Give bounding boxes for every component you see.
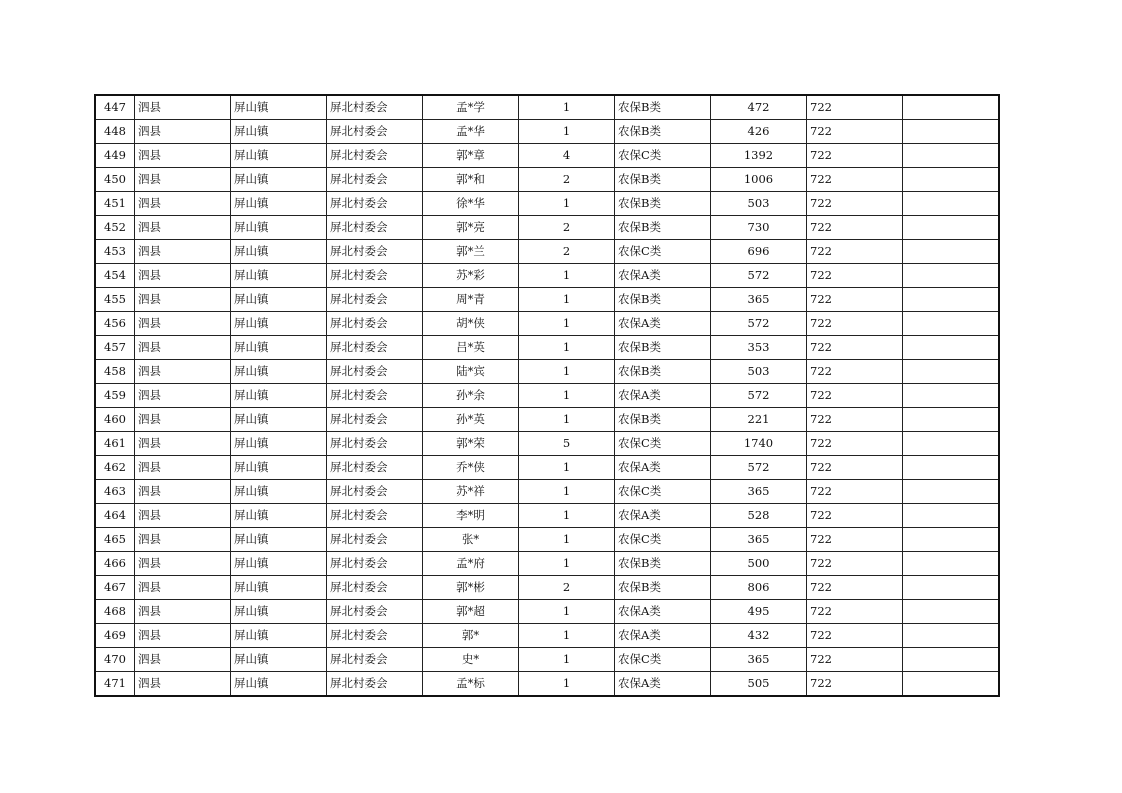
- cell-amount: 495: [711, 600, 807, 624]
- cell-amount: 365: [711, 288, 807, 312]
- cell-standard: 722: [807, 600, 903, 624]
- cell-name: 孟*华: [423, 120, 519, 144]
- cell-standard: 722: [807, 408, 903, 432]
- cell-amount: 806: [711, 576, 807, 600]
- cell-town: 屏山镇: [231, 216, 327, 240]
- cell-row-number: 462: [95, 456, 135, 480]
- cell-household-size: 1: [519, 672, 615, 697]
- cell-county: 泗县: [135, 168, 231, 192]
- cell-standard: 722: [807, 384, 903, 408]
- cell-standard: 722: [807, 240, 903, 264]
- cell-remark: [903, 360, 1000, 384]
- cell-name: 孟*府: [423, 552, 519, 576]
- cell-county: 泗县: [135, 95, 231, 120]
- cell-household-size: 2: [519, 216, 615, 240]
- cell-village-committee: 屏北村委会: [327, 336, 423, 360]
- cell-row-number: 461: [95, 432, 135, 456]
- cell-name: 郭*荣: [423, 432, 519, 456]
- cell-county: 泗县: [135, 432, 231, 456]
- cell-town: 屏山镇: [231, 672, 327, 697]
- cell-category: 农保A类: [615, 264, 711, 288]
- cell-household-size: 1: [519, 336, 615, 360]
- cell-household-size: 1: [519, 120, 615, 144]
- cell-category: 农保B类: [615, 120, 711, 144]
- cell-village-committee: 屏北村委会: [327, 144, 423, 168]
- cell-category: 农保A类: [615, 600, 711, 624]
- cell-amount: 426: [711, 120, 807, 144]
- table-row: [95, 480, 999, 504]
- cell-town: 屏山镇: [231, 408, 327, 432]
- cell-remark: [903, 456, 1000, 480]
- cell-village-committee: 屏北村委会: [327, 480, 423, 504]
- cell-county: 泗县: [135, 408, 231, 432]
- cell-amount: 572: [711, 384, 807, 408]
- cell-amount: 503: [711, 192, 807, 216]
- table-row: [95, 504, 999, 528]
- cell-standard: 722: [807, 480, 903, 504]
- cell-county: 泗县: [135, 216, 231, 240]
- cell-town: 屏山镇: [231, 168, 327, 192]
- cell-village-committee: 屏北村委会: [327, 120, 423, 144]
- table-row: [95, 624, 999, 648]
- cell-category: 农保B类: [615, 336, 711, 360]
- table-row: [95, 312, 999, 336]
- cell-row-number: 455: [95, 288, 135, 312]
- cell-standard: 722: [807, 120, 903, 144]
- cell-standard: 722: [807, 288, 903, 312]
- cell-category: 农保B类: [615, 168, 711, 192]
- cell-town: 屏山镇: [231, 312, 327, 336]
- cell-town: 屏山镇: [231, 240, 327, 264]
- cell-name: 郭*亮: [423, 216, 519, 240]
- cell-row-number: 466: [95, 552, 135, 576]
- cell-category: 农保C类: [615, 648, 711, 672]
- cell-household-size: 1: [519, 408, 615, 432]
- cell-household-size: 2: [519, 576, 615, 600]
- cell-standard: 722: [807, 312, 903, 336]
- cell-category: 农保A类: [615, 504, 711, 528]
- cell-county: 泗县: [135, 552, 231, 576]
- cell-village-committee: 屏北村委会: [327, 600, 423, 624]
- cell-county: 泗县: [135, 672, 231, 697]
- cell-category: 农保A类: [615, 456, 711, 480]
- cell-remark: [903, 672, 1000, 697]
- cell-household-size: 1: [519, 552, 615, 576]
- cell-category: 农保C类: [615, 528, 711, 552]
- cell-household-size: 1: [519, 456, 615, 480]
- cell-town: 屏山镇: [231, 264, 327, 288]
- cell-row-number: 460: [95, 408, 135, 432]
- cell-amount: 572: [711, 456, 807, 480]
- cell-standard: 722: [807, 264, 903, 288]
- cell-row-number: 458: [95, 360, 135, 384]
- cell-row-number: 467: [95, 576, 135, 600]
- cell-standard: 722: [807, 504, 903, 528]
- cell-standard: 722: [807, 528, 903, 552]
- cell-amount: 505: [711, 672, 807, 697]
- table-row: [95, 336, 999, 360]
- cell-name: 郭*和: [423, 168, 519, 192]
- cell-name: 周*青: [423, 288, 519, 312]
- cell-row-number: 452: [95, 216, 135, 240]
- cell-county: 泗县: [135, 456, 231, 480]
- cell-name: 苏*彩: [423, 264, 519, 288]
- cell-amount: 730: [711, 216, 807, 240]
- cell-standard: 722: [807, 552, 903, 576]
- cell-name: 郭*: [423, 624, 519, 648]
- cell-name: 孙*余: [423, 384, 519, 408]
- cell-county: 泗县: [135, 504, 231, 528]
- cell-village-committee: 屏北村委会: [327, 240, 423, 264]
- cell-row-number: 448: [95, 120, 135, 144]
- cell-remark: [903, 504, 1000, 528]
- cell-remark: [903, 600, 1000, 624]
- cell-amount: 1392: [711, 144, 807, 168]
- cell-category: 农保B类: [615, 95, 711, 120]
- cell-row-number: 464: [95, 504, 135, 528]
- cell-remark: [903, 624, 1000, 648]
- cell-village-committee: 屏北村委会: [327, 456, 423, 480]
- cell-village-committee: 屏北村委会: [327, 672, 423, 697]
- table-row: [95, 456, 999, 480]
- cell-standard: 722: [807, 168, 903, 192]
- cell-town: 屏山镇: [231, 576, 327, 600]
- cell-remark: [903, 144, 1000, 168]
- cell-name: 陆*宾: [423, 360, 519, 384]
- cell-household-size: 2: [519, 168, 615, 192]
- cell-town: 屏山镇: [231, 120, 327, 144]
- cell-town: 屏山镇: [231, 95, 327, 120]
- cell-county: 泗县: [135, 600, 231, 624]
- cell-row-number: 451: [95, 192, 135, 216]
- cell-amount: 472: [711, 95, 807, 120]
- table-row: [95, 120, 999, 144]
- cell-household-size: 1: [519, 624, 615, 648]
- table-row: [95, 576, 999, 600]
- cell-county: 泗县: [135, 288, 231, 312]
- cell-remark: [903, 95, 1000, 120]
- cell-row-number: 450: [95, 168, 135, 192]
- cell-amount: 365: [711, 528, 807, 552]
- cell-village-committee: 屏北村委会: [327, 504, 423, 528]
- cell-name: 徐*华: [423, 192, 519, 216]
- cell-town: 屏山镇: [231, 648, 327, 672]
- cell-village-committee: 屏北村委会: [327, 288, 423, 312]
- cell-village-committee: 屏北村委会: [327, 216, 423, 240]
- records-table: [94, 94, 1000, 697]
- cell-row-number: 471: [95, 672, 135, 697]
- table-row: [95, 144, 999, 168]
- table-row: [95, 360, 999, 384]
- cell-name: 苏*祥: [423, 480, 519, 504]
- cell-row-number: 465: [95, 528, 135, 552]
- cell-remark: [903, 384, 1000, 408]
- cell-remark: [903, 216, 1000, 240]
- cell-household-size: 1: [519, 288, 615, 312]
- table-row: [95, 168, 999, 192]
- cell-amount: 696: [711, 240, 807, 264]
- cell-household-size: 1: [519, 528, 615, 552]
- cell-standard: 722: [807, 360, 903, 384]
- cell-town: 屏山镇: [231, 552, 327, 576]
- cell-remark: [903, 168, 1000, 192]
- cell-household-size: 4: [519, 144, 615, 168]
- cell-row-number: 469: [95, 624, 135, 648]
- cell-name: 吕*英: [423, 336, 519, 360]
- cell-amount: 572: [711, 312, 807, 336]
- cell-amount: 500: [711, 552, 807, 576]
- cell-amount: 572: [711, 264, 807, 288]
- cell-standard: 722: [807, 432, 903, 456]
- cell-standard: 722: [807, 144, 903, 168]
- cell-remark: [903, 408, 1000, 432]
- cell-remark: [903, 528, 1000, 552]
- cell-category: 农保A类: [615, 672, 711, 697]
- cell-remark: [903, 432, 1000, 456]
- cell-standard: 722: [807, 216, 903, 240]
- cell-remark: [903, 648, 1000, 672]
- cell-county: 泗县: [135, 480, 231, 504]
- cell-town: 屏山镇: [231, 432, 327, 456]
- cell-row-number: 447: [95, 95, 135, 120]
- cell-county: 泗县: [135, 240, 231, 264]
- cell-town: 屏山镇: [231, 360, 327, 384]
- cell-county: 泗县: [135, 144, 231, 168]
- cell-county: 泗县: [135, 312, 231, 336]
- cell-standard: 722: [807, 576, 903, 600]
- cell-town: 屏山镇: [231, 192, 327, 216]
- cell-row-number: 449: [95, 144, 135, 168]
- cell-remark: [903, 576, 1000, 600]
- cell-household-size: 1: [519, 264, 615, 288]
- cell-town: 屏山镇: [231, 336, 327, 360]
- cell-category: 农保C类: [615, 240, 711, 264]
- cell-amount: 432: [711, 624, 807, 648]
- table-row: [95, 384, 999, 408]
- cell-name: 乔*侠: [423, 456, 519, 480]
- cell-village-committee: 屏北村委会: [327, 95, 423, 120]
- table-row: [95, 192, 999, 216]
- cell-category: 农保A类: [615, 384, 711, 408]
- cell-category: 农保B类: [615, 408, 711, 432]
- cell-name: 孟*学: [423, 95, 519, 120]
- cell-category: 农保B类: [615, 192, 711, 216]
- cell-standard: 722: [807, 336, 903, 360]
- cell-category: 农保A类: [615, 624, 711, 648]
- cell-name: 李*明: [423, 504, 519, 528]
- cell-household-size: 1: [519, 312, 615, 336]
- cell-village-committee: 屏北村委会: [327, 312, 423, 336]
- cell-town: 屏山镇: [231, 600, 327, 624]
- cell-remark: [903, 288, 1000, 312]
- cell-county: 泗县: [135, 264, 231, 288]
- cell-village-committee: 屏北村委会: [327, 576, 423, 600]
- cell-amount: 365: [711, 480, 807, 504]
- cell-county: 泗县: [135, 624, 231, 648]
- cell-name: 史*: [423, 648, 519, 672]
- cell-category: 农保C类: [615, 480, 711, 504]
- cell-remark: [903, 264, 1000, 288]
- cell-row-number: 456: [95, 312, 135, 336]
- cell-name: 孙*英: [423, 408, 519, 432]
- cell-town: 屏山镇: [231, 144, 327, 168]
- cell-household-size: 1: [519, 95, 615, 120]
- cell-county: 泗县: [135, 648, 231, 672]
- cell-household-size: 1: [519, 384, 615, 408]
- cell-village-committee: 屏北村委会: [327, 552, 423, 576]
- cell-household-size: 2: [519, 240, 615, 264]
- cell-standard: 722: [807, 456, 903, 480]
- table-row: [95, 264, 999, 288]
- cell-household-size: 1: [519, 600, 615, 624]
- records-table-body: [95, 95, 999, 696]
- cell-category: 农保B类: [615, 216, 711, 240]
- table-row: [95, 288, 999, 312]
- cell-household-size: 5: [519, 432, 615, 456]
- cell-town: 屏山镇: [231, 288, 327, 312]
- cell-village-committee: 屏北村委会: [327, 432, 423, 456]
- cell-standard: 722: [807, 672, 903, 697]
- cell-amount: 503: [711, 360, 807, 384]
- table-row: [95, 552, 999, 576]
- cell-row-number: 468: [95, 600, 135, 624]
- cell-row-number: 457: [95, 336, 135, 360]
- table-row: [95, 240, 999, 264]
- cell-category: 农保C类: [615, 144, 711, 168]
- cell-row-number: 470: [95, 648, 135, 672]
- table-row: [95, 432, 999, 456]
- cell-remark: [903, 552, 1000, 576]
- cell-town: 屏山镇: [231, 504, 327, 528]
- table-row: [95, 648, 999, 672]
- cell-row-number: 459: [95, 384, 135, 408]
- table-row: [95, 528, 999, 552]
- cell-town: 屏山镇: [231, 480, 327, 504]
- cell-amount: 221: [711, 408, 807, 432]
- cell-standard: 722: [807, 648, 903, 672]
- cell-standard: 722: [807, 624, 903, 648]
- cell-category: 农保C类: [615, 432, 711, 456]
- cell-amount: 353: [711, 336, 807, 360]
- cell-name: 胡*侠: [423, 312, 519, 336]
- cell-remark: [903, 480, 1000, 504]
- cell-remark: [903, 336, 1000, 360]
- cell-household-size: 1: [519, 480, 615, 504]
- cell-row-number: 463: [95, 480, 135, 504]
- cell-remark: [903, 192, 1000, 216]
- cell-amount: 1006: [711, 168, 807, 192]
- cell-name: 郭*章: [423, 144, 519, 168]
- cell-remark: [903, 240, 1000, 264]
- cell-village-committee: 屏北村委会: [327, 192, 423, 216]
- cell-village-committee: 屏北村委会: [327, 384, 423, 408]
- cell-name: 孟*标: [423, 672, 519, 697]
- cell-household-size: 1: [519, 192, 615, 216]
- cell-remark: [903, 312, 1000, 336]
- cell-name: 郭*兰: [423, 240, 519, 264]
- cell-village-committee: 屏北村委会: [327, 528, 423, 552]
- cell-standard: 722: [807, 95, 903, 120]
- cell-household-size: 1: [519, 360, 615, 384]
- cell-remark: [903, 120, 1000, 144]
- cell-county: 泗县: [135, 528, 231, 552]
- cell-village-committee: 屏北村委会: [327, 648, 423, 672]
- cell-county: 泗县: [135, 384, 231, 408]
- cell-category: 农保B类: [615, 360, 711, 384]
- cell-name: 郭*彬: [423, 576, 519, 600]
- cell-row-number: 454: [95, 264, 135, 288]
- table-row: [95, 216, 999, 240]
- cell-household-size: 1: [519, 504, 615, 528]
- cell-category: 农保B类: [615, 552, 711, 576]
- cell-town: 屏山镇: [231, 528, 327, 552]
- cell-category: 农保B类: [615, 288, 711, 312]
- cell-village-committee: 屏北村委会: [327, 624, 423, 648]
- table-row: [95, 672, 999, 697]
- cell-county: 泗县: [135, 192, 231, 216]
- cell-county: 泗县: [135, 360, 231, 384]
- cell-row-number: 453: [95, 240, 135, 264]
- table-row: [95, 408, 999, 432]
- cell-amount: 1740: [711, 432, 807, 456]
- cell-amount: 528: [711, 504, 807, 528]
- table-row: [95, 95, 999, 120]
- cell-village-committee: 屏北村委会: [327, 168, 423, 192]
- table-row: [95, 600, 999, 624]
- cell-household-size: 1: [519, 648, 615, 672]
- cell-category: 农保A类: [615, 312, 711, 336]
- cell-town: 屏山镇: [231, 384, 327, 408]
- cell-county: 泗县: [135, 336, 231, 360]
- cell-category: 农保B类: [615, 576, 711, 600]
- cell-amount: 365: [711, 648, 807, 672]
- cell-county: 泗县: [135, 576, 231, 600]
- cell-town: 屏山镇: [231, 624, 327, 648]
- cell-village-committee: 屏北村委会: [327, 264, 423, 288]
- cell-standard: 722: [807, 192, 903, 216]
- cell-village-committee: 屏北村委会: [327, 408, 423, 432]
- cell-village-committee: 屏北村委会: [327, 360, 423, 384]
- cell-county: 泗县: [135, 120, 231, 144]
- cell-name: 张*: [423, 528, 519, 552]
- cell-name: 郭*超: [423, 600, 519, 624]
- cell-town: 屏山镇: [231, 456, 327, 480]
